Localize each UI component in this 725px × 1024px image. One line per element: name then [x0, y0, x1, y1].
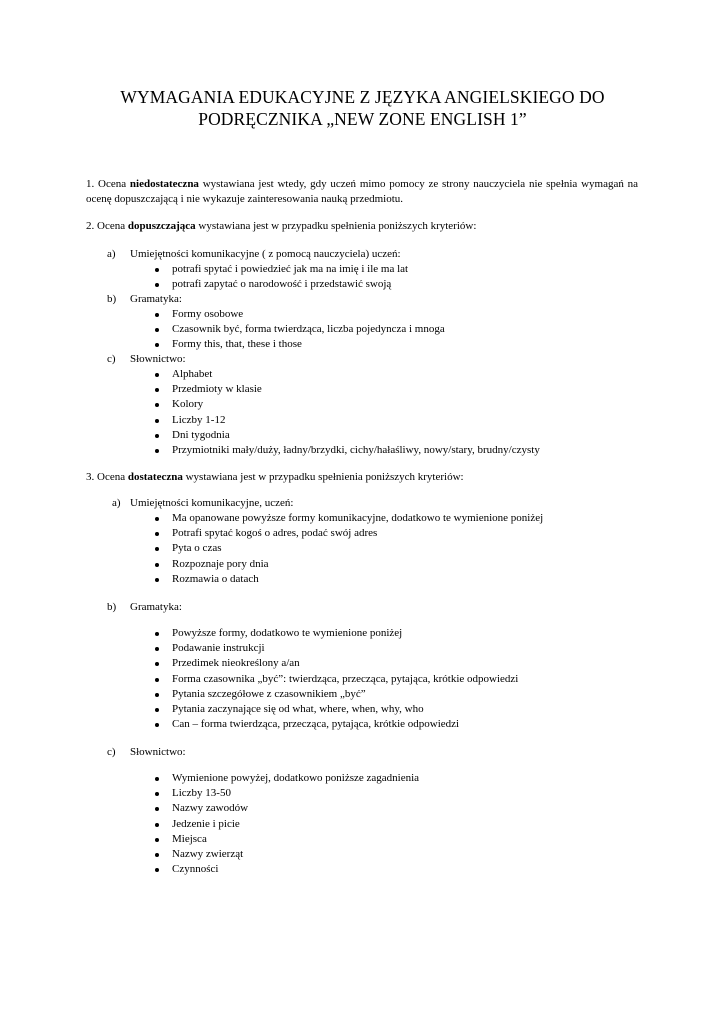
list-item: Przedimek nieokreślony a/an — [151, 656, 518, 671]
subsection-label: b) — [107, 601, 117, 613]
grade-sufficient-paragraph — [86, 219, 638, 234]
list-item: Nazwy zwierząt — [151, 847, 419, 862]
grade-intro: 3. Ocena — [86, 471, 128, 483]
grade-insufficient-paragraph — [86, 177, 638, 207]
grade-intro: 1. Ocena — [86, 178, 130, 190]
list-item: Powyższe formy, dodatkowo te wymienione poniżej — [151, 626, 518, 641]
list-item: potrafi spytać i powiedzieć jak ma na imię i ile ma lat — [151, 262, 408, 277]
subsection-heading: Gramatyka: — [130, 293, 182, 305]
list-item: Czasownik być, forma twierdząca, liczba pojedyncza i mnoga — [151, 322, 445, 337]
subsection-label: b) — [107, 293, 117, 305]
communication-list — [151, 511, 543, 587]
grade-description: wystawiana jest w przypadku spełnienia poniższych kryteriów: — [195, 220, 477, 232]
subsection-label: a) — [107, 248, 116, 260]
list-item: Pytania zaczynające się od what, where, when, why, who — [151, 702, 518, 717]
list-item: potrafi zapytać o narodowość i przedstawić swoją — [151, 277, 408, 292]
list-item: Rozpoznaje pory dnia — [151, 557, 543, 572]
list-item: Liczby 1-12 — [151, 413, 540, 428]
list-item: Alphabet — [151, 367, 540, 382]
list-item: Podawanie instrukcji — [151, 641, 518, 656]
grade-intro: 2. Ocena — [86, 220, 128, 232]
subsection-heading: Umiejętności komunikacyjne, uczeń: — [130, 497, 294, 509]
list-item: Przymiotniki mały/duży, ładny/brzydki, cichy/hałaśliwy, nowy/stary, brudny/czysty — [151, 443, 540, 458]
subsection-heading: Gramatyka: — [130, 601, 182, 613]
subsection-heading: Słownictwo: — [130, 353, 186, 365]
grade-name: dopuszczająca — [127, 220, 196, 232]
list-item: Potrafi spytać kogoś o adres, podać swój adres — [151, 526, 543, 541]
list-item: Czynności — [151, 862, 419, 877]
list-item: Przedmioty w klasie — [151, 382, 540, 397]
list-item: Ma opanowane powyższe formy komunikacyjne, dodatkowo te wymienione poniżej — [151, 511, 543, 526]
subsection-heading: Słownictwo: — [130, 746, 186, 758]
list-item: Pyta o czas — [151, 541, 543, 556]
grade-description: wystawiana jest w przypadku spełnienia poniższych kryteriów: — [182, 471, 464, 483]
communication-list — [151, 262, 408, 292]
vocabulary-list — [151, 771, 419, 877]
list-item: Formy this, that, these i those — [151, 337, 445, 352]
grade-description: wystawiana jest wtedy, gdy uczeń mimo pomocy ze strony nauczyciela nie spełnia wymagań na ocenę dopuszczającą i nie wykazuje zainteresowania nauką przedmiotu. — [86, 178, 638, 205]
list-item: Liczby 13-50 — [151, 786, 419, 801]
list-item: Dni tygodnia — [151, 428, 540, 443]
title-line-2: PODRĘCZNIKA „NEW ZONE ENGLISH 1” — [198, 109, 527, 129]
grade-satisfactory-paragraph — [86, 470, 638, 485]
grade-name: dostateczna — [127, 471, 183, 483]
list-item: Rozmawia o datach — [151, 572, 543, 587]
list-item: Wymienione powyżej, dodatkowo poniższe zagadnienia — [151, 771, 419, 786]
grammar-list — [151, 307, 445, 353]
list-item: Nazwy zawodów — [151, 801, 419, 816]
vocabulary-list — [151, 367, 540, 458]
list-item: Forma czasownika „być”: twierdząca, przecząca, pytająca, krótkie odpowiedzi — [151, 672, 518, 687]
grade-name: niedostateczna — [129, 178, 199, 190]
grammar-list — [151, 626, 518, 732]
subsection-heading: Umiejętności komunikacyjne ( z pomocą nauczyciela) uczeń: — [130, 248, 401, 260]
list-item: Kolory — [151, 397, 540, 412]
subsection-label: c) — [107, 353, 116, 365]
subsection-label: c) — [107, 746, 116, 758]
document-title — [60, 86, 665, 130]
subsection-label: a) — [112, 497, 121, 509]
list-item: Can – forma twierdząca, przecząca, pytająca, krótkie odpowiedzi — [151, 717, 518, 732]
list-item: Jedzenie i picie — [151, 817, 419, 832]
title-line-1: WYMAGANIA EDUKACYJNE Z JĘZYKA ANGIELSKIEGO DO — [120, 87, 605, 107]
list-item: Miejsca — [151, 832, 419, 847]
list-item: Formy osobowe — [151, 307, 445, 322]
list-item: Pytania szczegółowe z czasownikiem „być” — [151, 687, 518, 702]
